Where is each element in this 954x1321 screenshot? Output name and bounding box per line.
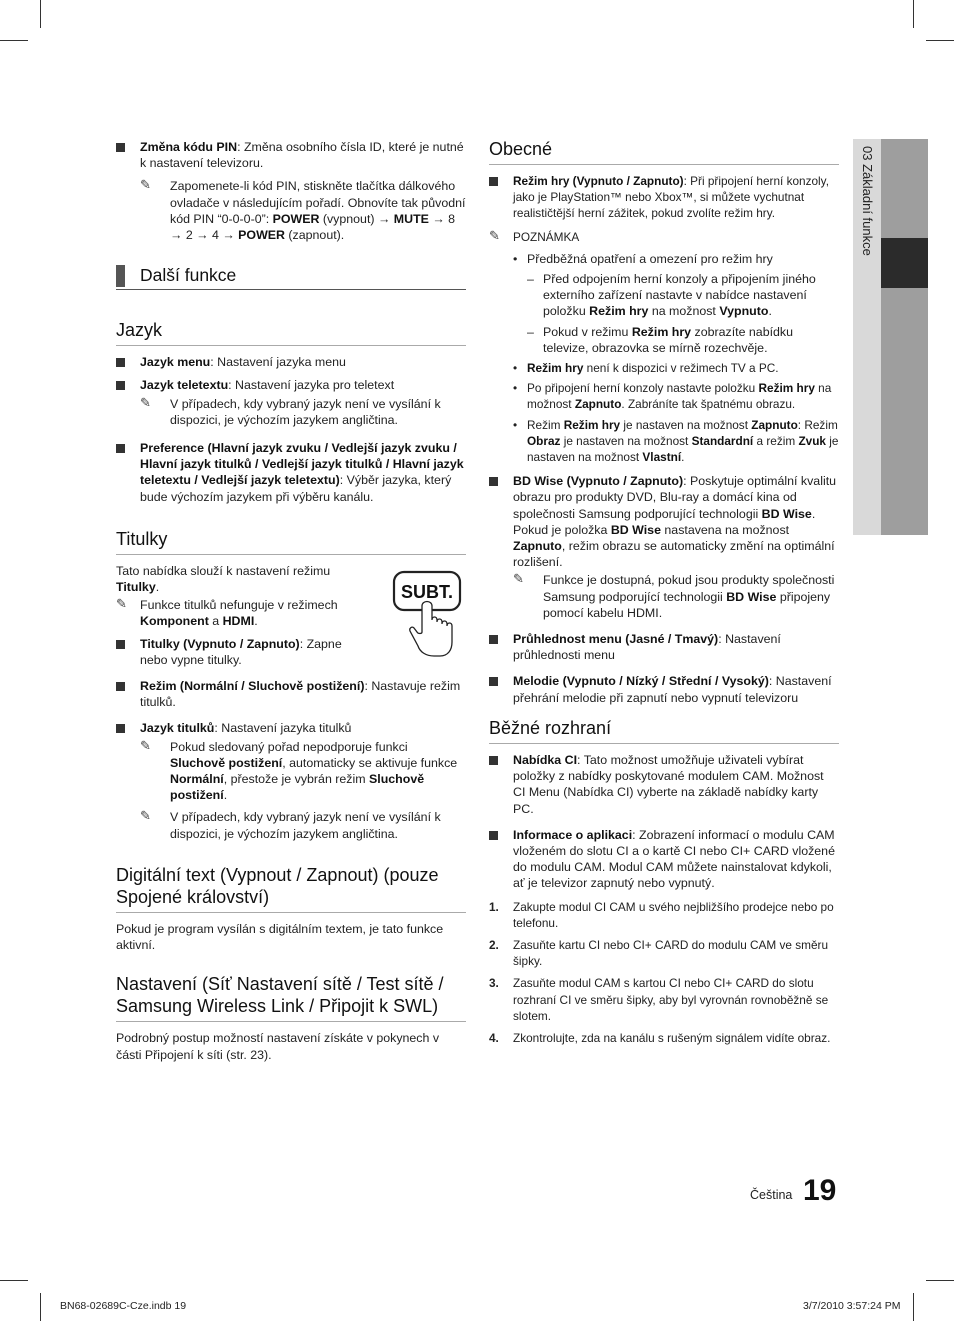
dot-bold: Obraz xyxy=(527,433,561,448)
list-item xyxy=(489,827,839,892)
steps-list xyxy=(489,899,839,1047)
item-label: Průhlednost menu (Jasné / Tmavý) xyxy=(513,632,719,647)
note-bold: HDMI xyxy=(222,614,255,629)
pencil-note-icon: ✎ xyxy=(140,737,151,753)
item-label: Preference (Hlavní jazyk zvuku / Vedlejší jazyk zvuku / Hlavní jazyk titulků / Vedlejší jazyk titulků / Hlavní jazyk teletextu / Vedlejší jazyk teletextu) xyxy=(140,441,464,488)
side-tab-dark xyxy=(881,139,928,535)
crop-mark xyxy=(0,1280,28,1281)
list-item xyxy=(489,752,839,817)
step-number: 1. xyxy=(489,899,499,914)
note-text: a xyxy=(208,614,223,629)
crop-mark xyxy=(40,0,41,28)
note-bold: Normální xyxy=(170,772,224,787)
item-text: : Změna osobního čísla ID, které je nutné k nastavení televizoru. xyxy=(140,140,464,171)
item-bold: BD Wise xyxy=(761,506,812,521)
dash-text: na možnost xyxy=(648,304,720,319)
item-label: Změna kódu PIN xyxy=(140,140,238,154)
section-title: Další funkce xyxy=(140,265,237,286)
heading-titulky: Titulky xyxy=(116,529,466,555)
heading-digital-text: Digitální text (Vypnout / Zapnout) (pouze Spojené království) xyxy=(116,864,466,913)
note-text: , automaticky se aktivuje funkce xyxy=(282,755,458,770)
note xyxy=(140,739,466,804)
square-bullet-icon xyxy=(116,143,125,152)
note-text: (vypnout) → xyxy=(319,211,394,226)
crop-mark xyxy=(913,1293,914,1321)
paragraph: Podrobný postup možností nastavení získáte v pokynech v části Připojení k síti (str. 23). xyxy=(116,1031,440,1062)
dot-text: není k dispozici v režimech TV a PC. xyxy=(583,361,779,376)
note xyxy=(489,229,839,245)
side-tab-marker xyxy=(881,238,928,288)
pencil-note-icon: ✎ xyxy=(140,394,151,410)
dash-bullet-icon: – xyxy=(527,272,534,287)
step-item xyxy=(489,899,839,931)
footer-language: Čeština xyxy=(750,1188,793,1202)
dot-item xyxy=(513,251,839,267)
dot-text: . xyxy=(681,450,685,465)
square-bullet-icon xyxy=(116,682,125,691)
crop-mark xyxy=(926,40,954,41)
dot-text: na možnost xyxy=(527,381,832,412)
subt-button-icon xyxy=(392,570,462,660)
subt-button-label: SUBT. xyxy=(400,582,454,602)
step-item xyxy=(489,937,839,969)
item-bold: BD Wise xyxy=(610,522,661,537)
square-bullet-icon xyxy=(116,381,125,390)
dot-bold: Vlastní xyxy=(642,450,682,465)
item-text: : Poskytuje optimální kvalitu obrazu pro produkty DVD, Blu-ray a domácí kina od společnosti Samsung podporující technologii xyxy=(513,474,837,521)
list-item xyxy=(116,678,466,710)
note-label: POZNÁMKA xyxy=(513,229,580,244)
dash-text: Před odpojením herní konzoly a připojením jiného externího zařízení nastavte v nabídce nastavení položku xyxy=(543,272,816,319)
item-label: Melodie (Vypnuto / Nízký / Střední / Vysoký) xyxy=(513,674,769,689)
note-bold: Komponent xyxy=(140,614,209,629)
crop-mark xyxy=(40,1293,41,1321)
square-bullet-icon xyxy=(116,444,125,453)
step-number: 2. xyxy=(489,937,499,952)
note-text: , přestože je vybrán režim xyxy=(223,772,370,787)
note-text: Funkce titulků nefunguje v režimech xyxy=(140,598,338,613)
list-item xyxy=(116,377,466,393)
item-text: : Nastavení přehrání melodie při zapnutí nebo vypnutí televizoru xyxy=(513,674,832,705)
page-number: 19 xyxy=(803,1174,837,1207)
item-text: : Nastavení průhlednosti menu xyxy=(513,632,781,663)
square-bullet-icon xyxy=(489,756,498,765)
right-column xyxy=(489,139,839,1052)
item-text: : Zobrazení informací o modulu CAM vloženém do slotu CI a o kartě CI nebo CI+ CARD vložené do modulu CAM. Modul CAM můžete nainstalovat kdykoli, ať je televizor zapnutý nebo vypnutý. xyxy=(513,827,835,891)
item-text: : Nastavuje režim titulků. xyxy=(140,679,461,710)
dot-bold: Režim hry xyxy=(563,417,621,432)
item-label: Informace o aplikaci xyxy=(513,827,633,842)
list-item xyxy=(116,139,466,171)
dot-bold: Režim hry xyxy=(758,381,815,396)
dash-item xyxy=(527,271,839,320)
pencil-note-icon: ✎ xyxy=(489,227,500,243)
step-item xyxy=(489,975,839,1024)
dash-item xyxy=(527,324,839,356)
item-text: : Nastavení jazyka pro teletext xyxy=(228,378,395,393)
titulky-block xyxy=(116,563,366,668)
dot-bold: Zvuk xyxy=(798,433,826,448)
item-text: : Nastavení jazyka titulků xyxy=(214,721,352,736)
list-item xyxy=(489,473,839,570)
list-item xyxy=(116,636,366,668)
item-label: Nabídka CI xyxy=(513,752,578,767)
dash-bold: Vypnuto xyxy=(719,304,769,319)
dash-bold: Režim hry xyxy=(631,324,692,339)
item-bold: Zapnuto xyxy=(513,539,562,554)
section-bar xyxy=(116,265,125,287)
step-text: Zakupte modul CI CAM u svého nejbližšího prodejce nebo po telefonu. xyxy=(513,899,834,930)
para-text: Tato nabídka slouží k nastavení režimu xyxy=(116,563,331,578)
item-text: : Zapne nebo vypne titulky. xyxy=(140,636,342,667)
step-number: 4. xyxy=(489,1030,499,1045)
para-bold: Titulky xyxy=(116,580,156,595)
dot-bullet-icon: • xyxy=(513,417,518,432)
crop-mark xyxy=(913,0,914,28)
note-text: V případech, kdy vybraný jazyk není ve vysílání k dispozici, je výchozím jazykem angličtina. xyxy=(170,810,441,841)
dot-text: a režim xyxy=(753,433,799,448)
square-bullet-icon xyxy=(116,640,125,649)
square-bullet-icon xyxy=(489,677,498,686)
list-item xyxy=(489,631,839,663)
imprint-date: 3/7/2010 3:57:24 PM xyxy=(803,1300,901,1312)
item-text: : Při připojení herní konzoly, jako je PlayStation™ nebo Xbox™, si můžete vychutnat realističtější herní zážitek, pokud zvolíte režim hry. xyxy=(513,174,829,221)
step-text: Zasuňte modul CAM s kartou CI nebo CI+ CARD do slotu rozhraní CI ve směru šipky, aby byl vyrovnán rovnoběžně se slotem. xyxy=(513,976,829,1023)
dot-text: : Režim xyxy=(797,417,838,432)
step-text: Zasuňte kartu CI nebo CI+ CARD do modulu CAM ve směru šipky. xyxy=(513,937,829,969)
dash-text: zobrazíte nabídku televize, obrazovka se mírně rozechvěje. xyxy=(543,324,794,355)
pencil-note-icon: ✎ xyxy=(140,177,151,193)
list-item xyxy=(489,673,839,705)
heading-jazyk: Jazyk xyxy=(116,320,466,346)
note-text: připojeny pomocí kabelu HDMI. xyxy=(543,589,831,620)
dot-bullet-icon: • xyxy=(513,361,518,376)
square-bullet-icon xyxy=(489,177,498,186)
crop-mark xyxy=(0,40,28,41)
dot-bold: Režim hry xyxy=(527,361,584,376)
key-power: POWER xyxy=(272,211,320,226)
item-text: , režim obrazu se automaticky změní na optimální rozlišení. xyxy=(513,539,835,570)
note-bold: BD Wise xyxy=(726,589,777,604)
para-text: . xyxy=(155,580,160,595)
dot-bullet-icon: • xyxy=(513,251,518,266)
dash-bold: Režim hry xyxy=(589,304,649,319)
key-power: POWER xyxy=(238,228,285,243)
note-text: Funkce je dostupná, pokud jsou produkty společnosti Samsung podporující technologii xyxy=(543,573,835,604)
dash-list xyxy=(513,271,839,356)
item-text: nastavena na možnost xyxy=(660,522,790,537)
dot-bullet-icon: • xyxy=(513,381,518,396)
item-text: : Výběr jazyka, který bude výchozím jazykem při výběru kanálu. xyxy=(140,473,452,504)
note-bold: Sluchově postižení xyxy=(170,772,425,803)
item-text: . Pokud je položka xyxy=(513,506,816,537)
note-text: Pokud sledovaný pořad nepodporuje funkci xyxy=(170,739,408,754)
pencil-note-icon: ✎ xyxy=(140,808,151,824)
square-bullet-icon xyxy=(489,477,498,486)
note-bold: Sluchově postižení xyxy=(170,755,283,770)
step-text: Zkontrolujte, zda na kanálu s rušeným signálem vidíte obraz. xyxy=(513,1030,831,1045)
square-bullet-icon xyxy=(116,358,125,367)
side-tab-label: 03 Základní funkce xyxy=(860,146,875,256)
list-item xyxy=(116,440,466,505)
dash-text: . xyxy=(768,304,772,319)
item-text: : Tato možnost umožňuje uživateli vybírat položky z nabídky poskytované modulem CAM. Možnost CI Menu (Nabídka CI) vyberte na základě nabídky karty PC. xyxy=(513,752,824,816)
dot-text: Po připojení herní konzoly nastavte položku xyxy=(527,381,759,396)
note xyxy=(513,572,839,621)
dot-bold: Zapnuto xyxy=(574,397,622,412)
square-bullet-icon xyxy=(489,831,498,840)
item-label: Jazyk titulků xyxy=(140,721,215,736)
item-text: : Nastavení jazyka menu xyxy=(210,355,346,370)
square-bullet-icon xyxy=(489,635,498,644)
note-text: (zapnout). xyxy=(284,228,345,243)
heading-obecne: Obecné xyxy=(489,139,839,165)
note-text: . xyxy=(223,788,228,803)
dot-text: je nastaven na možnost xyxy=(620,417,752,432)
dot-text: je nastaven na možnost xyxy=(560,433,692,448)
note-text: Zapomenete-li kód PIN, stiskněte tlačítka dálkového ovladače v následujícím pořadí. Obnovíte tak původní kód PIN “0-0-0-0”: xyxy=(170,179,466,226)
dash-text: Pokud v režimu xyxy=(543,324,632,339)
paragraph: Pokud je program vysílán s digitálním textem, je tato funkce aktivní. xyxy=(116,921,444,953)
item-label: Jazyk menu xyxy=(140,355,211,370)
step-item xyxy=(489,1030,839,1046)
note-list xyxy=(489,251,839,465)
imprint-file: BN68-02689C-Cze.indb 19 xyxy=(60,1300,187,1312)
dash-bullet-icon: – xyxy=(527,324,534,339)
list-item xyxy=(116,354,466,370)
dot-item xyxy=(513,380,839,412)
item-label: Režim hry (Vypnuto / Zapnuto) xyxy=(513,174,684,188)
list-item xyxy=(489,173,839,222)
item-label: Jazyk teletextu xyxy=(140,378,229,393)
note xyxy=(140,809,466,841)
dot-text: Předběžná opatření a omezení pro režim hry xyxy=(527,251,773,266)
dot-item xyxy=(513,417,839,466)
crop-mark xyxy=(926,1280,954,1281)
dot-bold: Zapnuto xyxy=(751,417,798,432)
note-text: → 8 → 2 → 4 → xyxy=(170,211,456,243)
dot-item xyxy=(513,360,839,376)
list-item xyxy=(116,720,466,736)
step-number: 3. xyxy=(489,976,499,991)
heading-bezne-rozhrani: Běžné rozhraní xyxy=(489,718,839,744)
square-bullet-icon xyxy=(116,724,125,733)
note-text: . xyxy=(254,614,258,629)
dot-text: je nastaven na možnost xyxy=(527,433,839,465)
item-label: Titulky (Vypnuto / Zapnuto) xyxy=(140,636,300,651)
paragraph xyxy=(116,563,366,595)
note xyxy=(140,178,466,243)
section-heading xyxy=(116,265,466,290)
note xyxy=(116,597,366,629)
pencil-note-icon: ✎ xyxy=(513,571,524,587)
item-label: BD Wise (Vypnuto / Zapnuto) xyxy=(513,474,684,489)
heading-network: Nastavení (Síť Nastavení sítě / Test sítě / Samsung Wireless Link / Připojit k SWL) xyxy=(116,973,466,1022)
pencil-note-icon: ✎ xyxy=(116,596,127,612)
note xyxy=(140,396,466,428)
dot-bold: Standardní xyxy=(691,433,754,448)
dot-text: . Zabráníte tak špatnému obrazu. xyxy=(621,397,796,412)
item-label: Režim (Normální / Sluchově postižení) xyxy=(140,679,365,694)
key-mute: MUTE xyxy=(393,211,429,226)
note-text: V případech, kdy vybraný jazyk není ve vysílání k dispozici, je výchozím jazykem angličtina. xyxy=(170,396,441,427)
dot-text: Režim xyxy=(527,417,564,432)
